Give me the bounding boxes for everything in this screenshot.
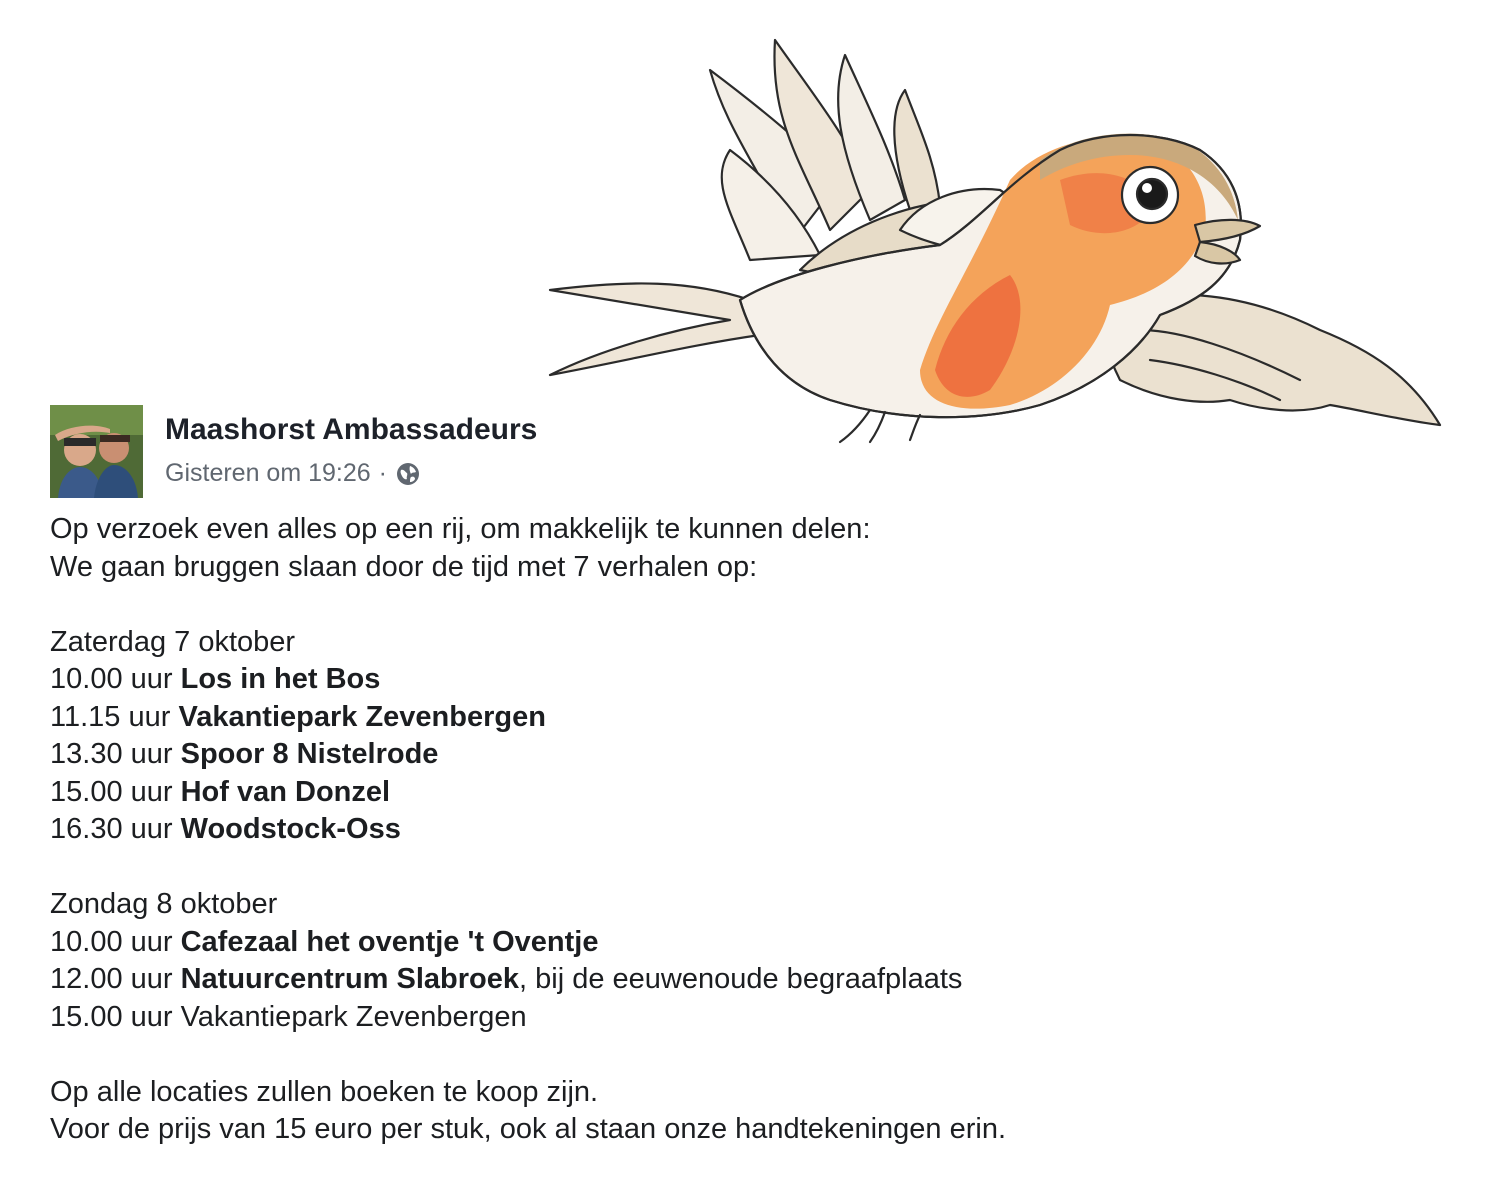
outro-line-2: Voor de prijs van 15 euro per stuk, ook al staan onze handtekeningen erin. — [50, 1113, 1007, 1145]
avatar-photo-icon — [50, 405, 143, 498]
schedule-time: 11.15 uur — [50, 700, 171, 733]
schedule-place: Natuurcentrum Slabroek — [180, 963, 520, 995]
schedule-note: , bij de eeuwenoude begraafplaats — [519, 963, 963, 995]
schedule-place: Woodstock-Oss — [180, 813, 401, 845]
schedule-item — [50, 811, 1470, 849]
schedule-place: Cafezaal het oventje 't Oventje — [180, 925, 599, 958]
schedule-time: 12.00 uur — [50, 963, 173, 995]
intro-line-1: Op verzoek even alles op een rij, om makkelijk te kunnen delen: — [50, 513, 871, 545]
schedule-place: Vakantiepark Zevenbergen — [178, 700, 546, 733]
post-body — [50, 511, 1470, 1149]
schedule-place: Hof van Donzel — [180, 775, 391, 808]
schedule-item — [50, 699, 1470, 737]
schedule-place: Los in het Bos — [180, 663, 381, 695]
schedule-time: 15.00 uur — [50, 1000, 173, 1033]
schedule-time: 13.30 uur — [50, 738, 173, 770]
day-heading-sunday: Zondag 8 oktober — [50, 888, 278, 920]
schedule-place: Spoor 8 Nistelrode — [180, 738, 439, 770]
schedule-time: 16.30 uur — [50, 813, 173, 845]
post-header — [50, 405, 750, 501]
schedule-item — [50, 961, 1470, 999]
schedule-item — [50, 999, 1470, 1037]
schedule-item — [50, 661, 1470, 699]
schedule-time: 15.00 uur — [50, 775, 173, 808]
timestamp[interactable]: Gisteren om 19:26 — [165, 459, 371, 487]
schedule-item — [50, 924, 1470, 962]
robin-illustration — [540, 30, 1450, 450]
meta-separator: · — [378, 459, 387, 487]
page-name[interactable]: Maashorst Ambassadeurs — [165, 413, 538, 446]
outro-line-1: Op alle locaties zullen boeken te koop zijn. — [50, 1075, 599, 1108]
globe-icon[interactable] — [395, 461, 421, 487]
schedule-item — [50, 774, 1470, 812]
schedule-time: 10.00 uur — [50, 925, 173, 958]
intro-line-2: We gaan bruggen slaan door de tijd met 7 verhalen op: — [50, 550, 758, 583]
schedule-item — [50, 736, 1470, 774]
schedule-time: 10.00 uur — [50, 663, 173, 695]
avatar[interactable] — [50, 405, 143, 498]
schedule-place-plain: Vakantiepark Zevenbergen — [180, 1000, 527, 1033]
day-heading-saturday: Zaterdag 7 oktober — [50, 625, 296, 658]
post-meta — [165, 459, 421, 488]
